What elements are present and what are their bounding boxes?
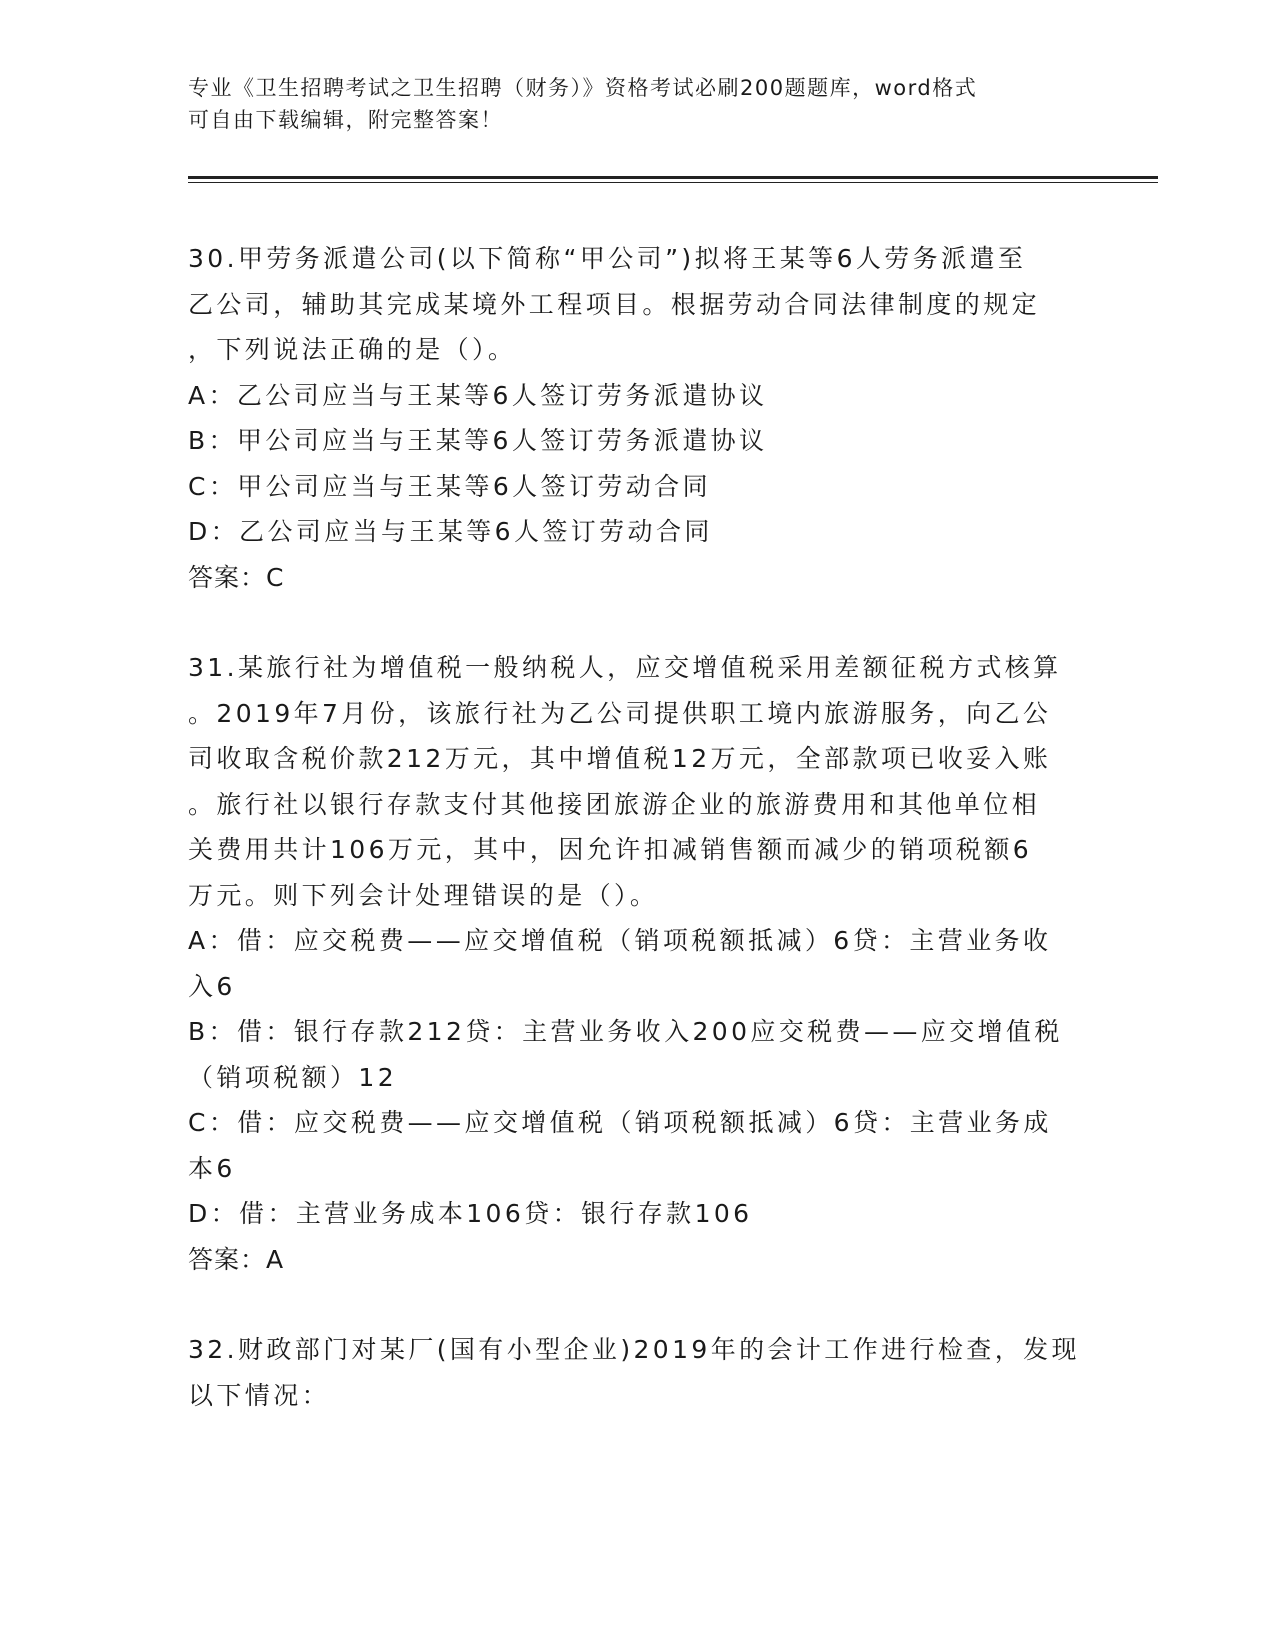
question-list [188,236,1088,1418]
option-b-continued: （销项税额）12 [188,1062,398,1092]
question-text-line: 司收取含税价款212万元，其中增值税12万元，全部款项已收妥入账 [188,744,1052,773]
option-a: A：借：应交税费——应交增值税（销项税额抵减）6贷：主营业务收 [188,926,1052,955]
question-text-line: 关费用共计106万元，其中，因允许扣减销售额而减少的销项税额6 [188,835,1033,864]
question-text-line: 万元。则下列会计处理错误的是（）。 [188,880,659,910]
header-line-2: 可自由下载编辑，附完整答案！ [188,108,503,132]
option-b: B：甲公司应当与王某等6人签订劳务派遣协议 [188,426,768,455]
option-d: D：借：主营业务成本106贷：银行存款106 [188,1199,753,1228]
option-c: C：借：应交税费——应交增值税（销项税额抵减）6贷：主营业务成 [188,1108,1052,1137]
question-text-line: ，下列说法正确的是（）。 [188,335,517,364]
header-divider-thick [188,176,1158,179]
option-b: B：借：银行存款212贷：主营业务收入200应交税费——应交增值税 [188,1017,1063,1046]
question-text-line: 32.财政部门对某厂(国有小型企业)2019年的会计工作进行检查，发现 [188,1335,1080,1364]
option-c: C：甲公司应当与王某等6人签订劳动合同 [188,471,711,501]
option-c-continued: 本6 [188,1153,236,1183]
question-31 [188,645,1088,1282]
question-text-line: 。2019年7月份，该旅行社为乙公司提供职工境内旅游服务，向乙公 [188,698,1052,728]
question-30 [188,236,1088,600]
option-a-continued: 入6 [188,971,236,1001]
header-divider-thin [188,182,1158,183]
question-text-line: 30.甲劳务派遣公司(以下简称“甲公司”)拟将王某等6人劳务派遣至 [188,244,1027,273]
document-header [188,72,1068,136]
answer-label: 答案：A [188,1244,285,1274]
option-a: A：乙公司应当与王某等6人签订劳务派遣协议 [188,380,768,410]
answer-label: 答案：C [188,562,285,592]
question-text-line: 。旅行社以银行存款支付其他接团旅游企业的旅游费用和其他单位相 [188,789,1041,819]
header-line-1: 专业《卫生招聘考试之卫生招聘（财务）》资格考试必刷200题题库，word格式 [188,76,978,100]
question-32 [188,1327,1088,1418]
question-text-line: 乙公司，辅助其完成某境外工程项目。根据劳动合同法律制度的规定 [188,289,1041,319]
option-d: D：乙公司应当与王某等6人签订劳动合同 [188,517,713,546]
question-text-line: 以下情况： [188,1380,331,1410]
question-text-line: 31.某旅行社为增值税一般纳税人，应交增值税采用差额征税方式核算 [188,653,1062,682]
